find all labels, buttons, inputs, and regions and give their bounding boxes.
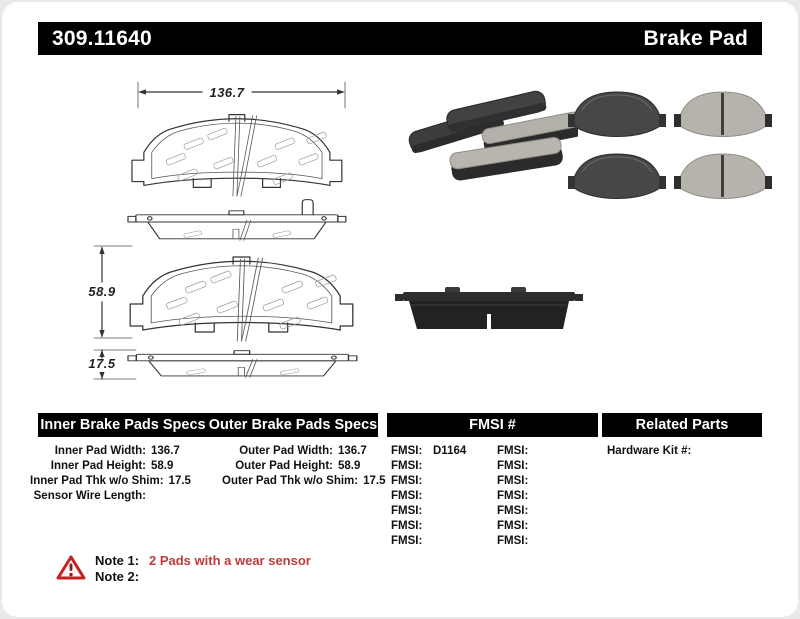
table-header-inner-specs: Inner Brake Pads Specs: [40, 417, 206, 433]
product-type-title: Brake Pad: [643, 26, 748, 50]
photo-pads-angled: [393, 86, 578, 198]
fmsi-row: FMSI:: [497, 519, 529, 532]
photo-pad-edge: [393, 272, 593, 346]
table-header-fmsi-label: FMSI #: [469, 417, 516, 433]
note-row-2: [95, 568, 311, 584]
photo-pads-grid: [566, 82, 774, 208]
dim-label-height: 58.9: [88, 284, 116, 299]
fmsi-row: FMSI:: [497, 444, 529, 457]
drawing-pad-width: [98, 70, 368, 242]
fmsi-row: FMSI:: [497, 474, 529, 487]
spec-row: Inner Pad Height: 58.9: [50, 459, 174, 472]
fmsi-row: FMSI:: [391, 519, 423, 532]
spec-row: Sensor Wire Length:: [33, 489, 146, 502]
fmsi-row: FMSI:: [391, 534, 423, 547]
note-2-label: Note 2:: [95, 568, 140, 584]
spec-row: Outer Pad Width: 136.7: [239, 444, 367, 457]
note-1-label: Note 1:: [95, 552, 140, 568]
related-parts-column: [607, 443, 699, 458]
fmsi-row: FMSI:: [391, 504, 423, 517]
table-header-outer-specs: Outer Brake Pads Specs: [208, 417, 378, 433]
fmsi-row: FMSI:: [497, 459, 529, 472]
fmsi-row: FMSI: D1164: [391, 444, 467, 457]
spec-row: Inner Pad Thk w/o Shim: 17.5: [30, 474, 191, 487]
fmsi-row: FMSI:: [497, 534, 529, 547]
dim-label-width: 136.7: [209, 85, 245, 100]
note-row-1: [95, 552, 311, 568]
dim-label-thickness: 17.5: [88, 356, 116, 371]
spec-row: Outer Pad Thk w/o Shim: 17.5: [222, 474, 386, 487]
fmsi-row: FMSI:: [391, 489, 423, 502]
spec-row: Inner Pad Width: 136.7: [54, 444, 180, 457]
outer-specs-column: [222, 443, 386, 488]
fmsi-row: FMSI:: [391, 474, 423, 487]
fmsi-row: FMSI:: [497, 504, 529, 517]
notes-section: [95, 552, 311, 584]
title-bar: [38, 22, 762, 55]
table-header-related-parts: [602, 413, 762, 437]
drawing-pad-height: [66, 238, 376, 383]
fmsi-column-right: [497, 443, 539, 548]
table-header-fmsi: [387, 413, 598, 437]
table-header-pads-specs: [38, 413, 378, 437]
spec-row: Outer Pad Height: 58.9: [235, 459, 361, 472]
part-number: 309.11640: [52, 26, 152, 50]
table-header-related-label: Related Parts: [635, 417, 729, 433]
fmsi-column-left: [391, 443, 466, 548]
inner-specs-column: [30, 443, 195, 503]
warning-icon: [56, 554, 86, 581]
fmsi-row: FMSI:: [391, 459, 423, 472]
note-1-text: 2 Pads with a wear sensor: [149, 552, 311, 568]
fmsi-row: FMSI:: [497, 489, 529, 502]
related-part-row: Hardware Kit #:: [607, 444, 692, 457]
